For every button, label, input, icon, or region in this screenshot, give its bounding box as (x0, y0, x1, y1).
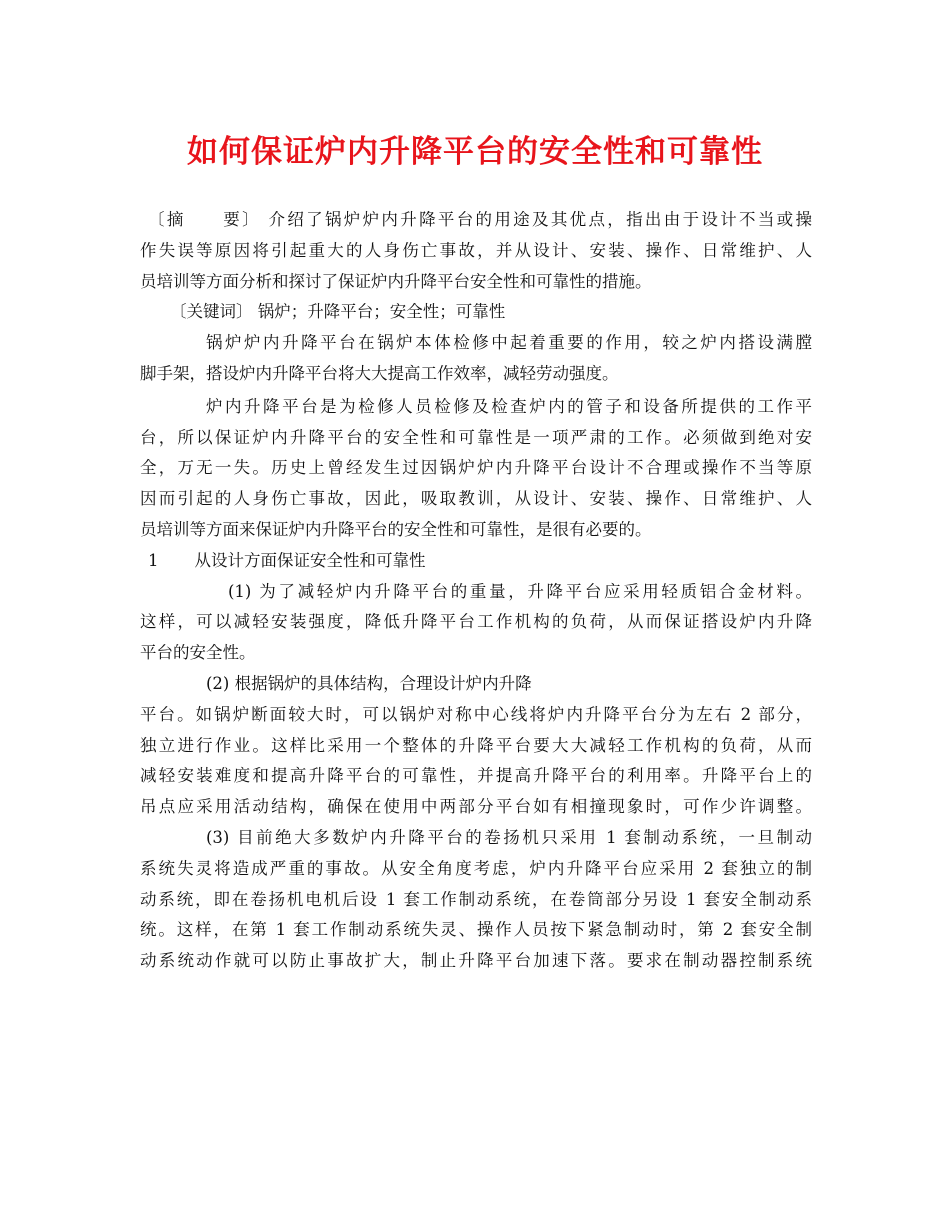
text-line: 锅炉炉内升降平台在锅炉本体检修中起着重要的作用，较之炉内搭设满膛 (206, 333, 812, 353)
text-line: 减轻安装难度和提高升降平台的可靠性，并提高升降平台的利用率。升降平台上的 (140, 766, 812, 786)
text-line: 员培训等方面分析和探讨了保证炉内升降平台安全性和可靠性的措施。 (140, 271, 652, 291)
text-line: 全，万无一失。历史上曾经发生过因锅炉炉内升降平台设计不合理或操作不当等原 (140, 458, 812, 478)
text-line: 〔摘 要〕 介绍了锅炉炉内升降平台的用途及其优点，指出由于设计不当或操 (148, 210, 812, 229)
list-item-3 (140, 823, 812, 977)
text-line: 动系统动作就可以防止事故扩大，制止升降平台加速下落。要求在制动器控制系统 (140, 951, 812, 971)
text-line: (1) 为了减轻炉内升降平台的重量，升降平台应采用轻质铝合金材料。 (228, 581, 812, 601)
text-line: 统。这样，在第 1 套工作制动系统失灵、操作人员按下紧急制动时，第 2 套安全制 (140, 920, 812, 940)
section-heading (140, 546, 812, 577)
text-line: 这样，可以减轻安装强度，降低升降平台工作机构的负荷，从而保证搭设炉内升降 (140, 612, 812, 632)
text-line: 员培训等方面来保证炉内升降平台的安全性和可靠性，是很有必要的。 (140, 519, 652, 539)
text-line: (3) 目前绝大多数炉内升降平台的卷扬机只采用 1 套制动系统，一旦制动 (206, 827, 812, 847)
text-line: 系统失灵将造成严重的事故。从安全角度考虑，炉内升降平台应采用 2 套独立的制 (140, 858, 812, 878)
document-body (140, 205, 812, 977)
section-number: 1 (148, 550, 159, 570)
section-heading-text: 从设计方面保证安全性和可靠性 (194, 550, 426, 570)
body-paragraph-1 (140, 328, 812, 390)
text-line: 台，所以保证炉内升降平台的安全性和可靠性是一项严肃的工作。必须做到绝对安 (140, 427, 812, 447)
text-line: 作失误等原因将引起重大的人身伤亡事故，并从设计、安装、操作、日常维护、人 (140, 240, 812, 260)
text-line: 脚手架，搭设炉内升降平台将大大提高工作效率，减轻劳动强度。 (140, 363, 619, 383)
text-line: 炉内升降平台是为检修人员检修及检查炉内的管子和设备所提供的工作平 (206, 396, 812, 416)
text-line: 平台的安全性。 (140, 643, 256, 663)
text-line: 吊点应采用活动结构，确保在使用中两部分平台如有相撞现象时，可作少许调整。 (140, 797, 812, 817)
body-paragraph-2 (140, 392, 812, 546)
list-item-2 (140, 669, 812, 823)
abstract-paragraph (140, 205, 812, 297)
text-line: (2) 根据锅炉的具体结构，合理设计炉内升降 (206, 673, 532, 693)
document-title: 如何保证炉内升降平台的安全性和可靠性 (187, 134, 763, 170)
text-line: 因而引起的人身伤亡事故，因此，吸取教训，从设计、安装、操作、日常维护、人 (140, 489, 812, 509)
text-line: 动系统，即在卷扬机电机后设 1 套工作制动系统，在卷筒部分另设 1 套安全制动系 (140, 889, 812, 909)
text-line: 平台。如锅炉断面较大时，可以锅炉对称中心线将炉内升降平台分为左右 2 部分， (140, 704, 812, 724)
list-item-1 (140, 577, 812, 669)
text-line: 独立进行作业。这样比采用一个整体的升降平台要大大减轻工作机构的负荷，从而 (140, 735, 812, 755)
keywords-line: 〔关键词〕 锅炉；升降平台；安全性；可靠性 (170, 302, 506, 322)
